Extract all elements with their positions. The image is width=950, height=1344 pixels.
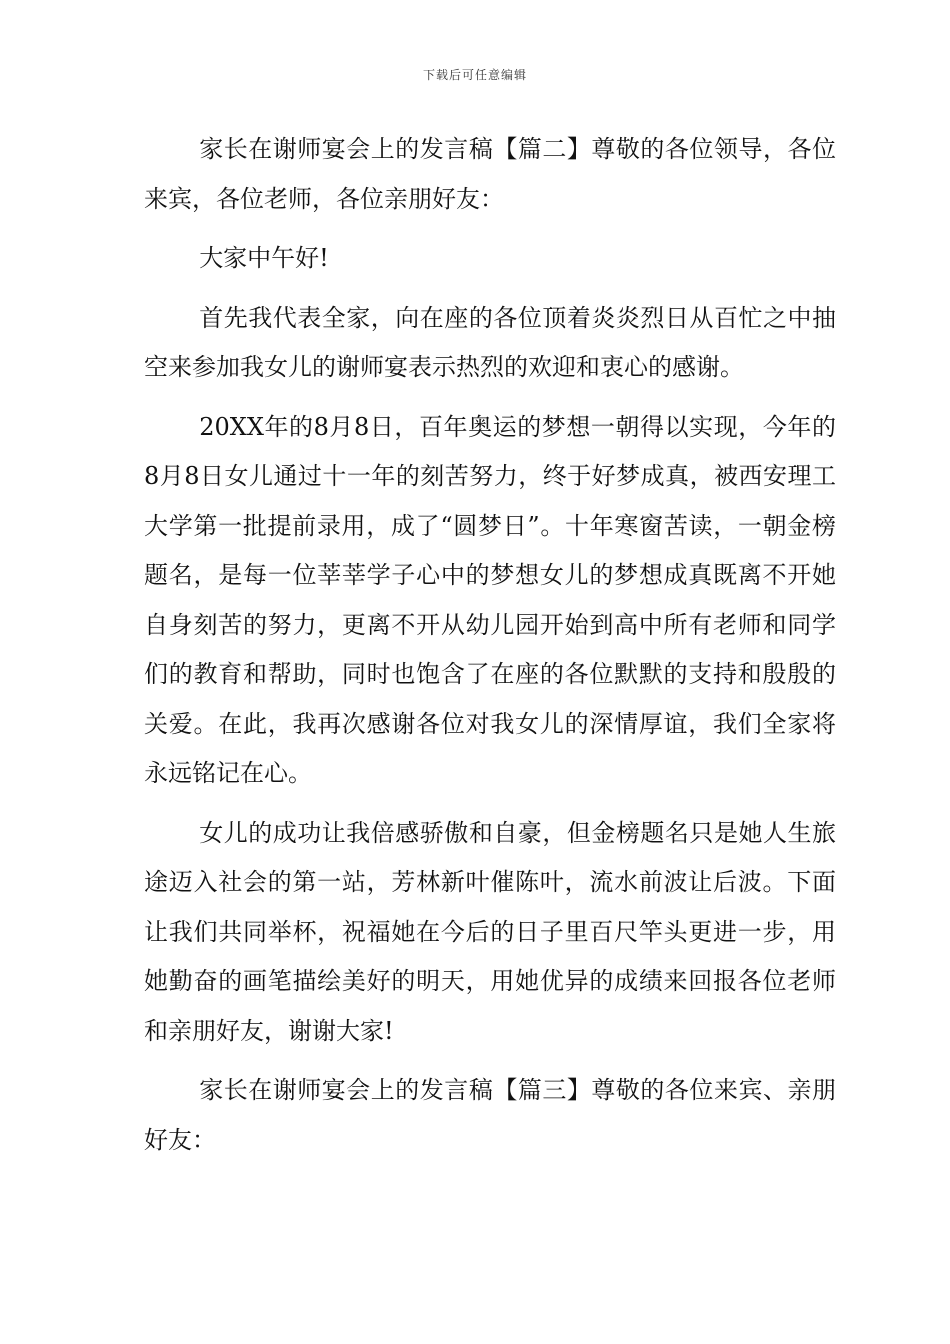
paragraph-next-speech-heading: 家长在谢师宴会上的发言稿【篇三】尊敬的各位来宾、亲朋好友： <box>144 1076 836 1154</box>
paragraph-dream-come-true: 20XX年的8月8日，百年奥运的梦想一朝得以实现，今年的8月8日女儿通过十一年的刻苦努力，终于好梦成真，被西安理工大学第一批提前录用，成了“圆梦日”。十年寒窗苦读，一朝金榜题名，是每一位莘莘学子心中的梦想女儿的梦想成真既离不开她自身刻苦的努力，更离不开从幼儿园开始到高中所有老师和同学们的教育和帮助，同时也饱含了在座的各位默默的支持和殷殷的关爱。在此，我再次感谢各位对我女儿的深情厚谊，我们全家将永远铭记在心。 <box>144 412 836 787</box>
paragraph-toast: 女儿的成功让我倍感骄傲和自豪，但金榜题名只是她人生旅途迈入社会的第一站，芳林新叶催陈叶，流水前波让后波。下面让我们共同举杯，祝福她在今后的日子里百尺竿头更进一步，用她勤奋的画笔描绘美好的明天，用她优异的成绩来回报各位老师和亲朋好友，谢谢大家! <box>144 818 836 1045</box>
page-header-note: 下载后可任意编辑 <box>422 68 527 82</box>
document-body <box>144 125 836 1175</box>
paragraph-good-afternoon: 大家中午好! <box>199 244 329 272</box>
paragraph-thanks-for-attending: 首先我代表全家，向在座的各位顶着炎炎烈日从百忙之中抽空来参加我女儿的谢师宴表示热烈的欢迎和衷心的感谢。 <box>144 303 836 381</box>
paragraph-greeting-heading: 家长在谢师宴会上的发言稿【篇二】尊敬的各位领导，各位来宾，各位老师，各位亲朋好友： <box>144 135 836 213</box>
